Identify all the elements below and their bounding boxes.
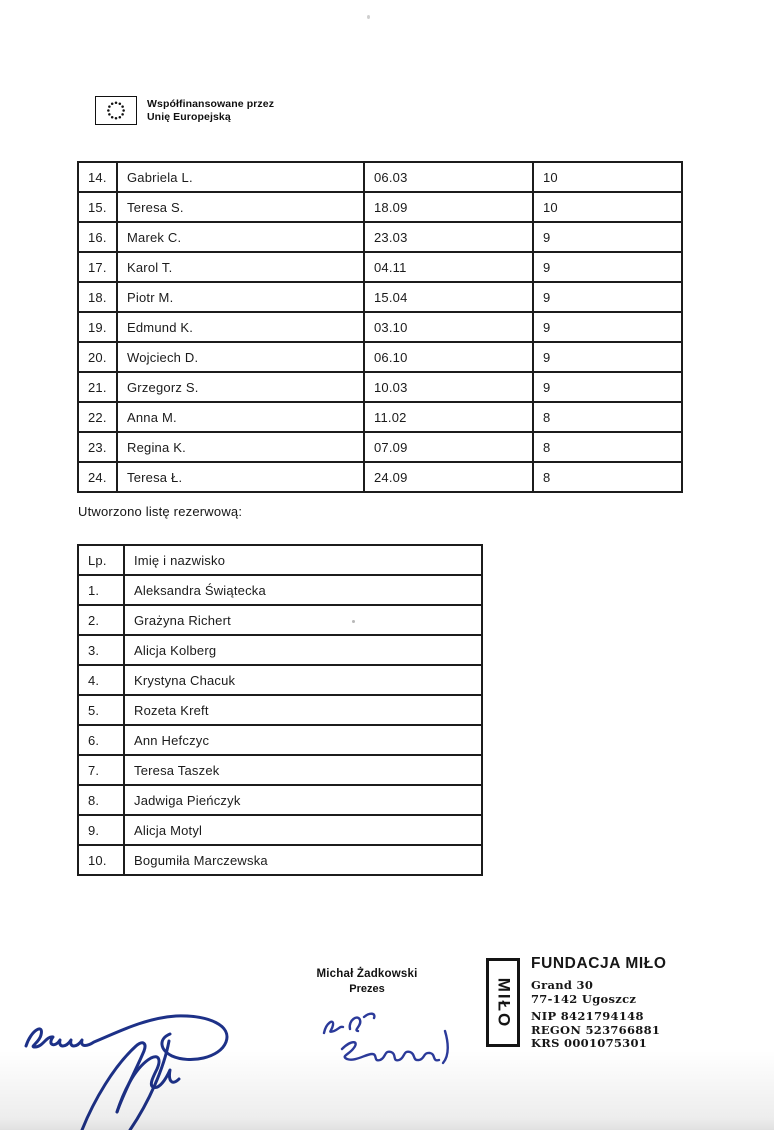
cell-score: 9 xyxy=(533,252,682,282)
stamp-org-name: FUNDACJA MIŁO xyxy=(531,955,667,972)
cell-no: 5. xyxy=(78,695,124,725)
cell-name: Grzegorz S. xyxy=(117,372,364,402)
cell-no: 19. xyxy=(78,312,117,342)
table-row xyxy=(78,725,482,755)
table-row xyxy=(78,252,682,282)
cell-date: 11.02 xyxy=(364,402,533,432)
cell-no: 3. xyxy=(78,635,124,665)
table-row xyxy=(78,312,682,342)
stamp-nip: NIP 8421794148 xyxy=(531,1009,644,1023)
cell-name: Krystyna Chacuk xyxy=(124,665,482,695)
cell-no: 20. xyxy=(78,342,117,372)
cell-date: 06.10 xyxy=(364,342,533,372)
stamp-krs: KRS 0001075301 xyxy=(531,1036,648,1050)
cell-no: 15. xyxy=(78,192,117,222)
cell-no: 8. xyxy=(78,785,124,815)
cell-name: Alicja Motyl xyxy=(124,815,482,845)
eu-funding-line1: Współfinansowane przez xyxy=(147,98,275,110)
table-row xyxy=(78,785,482,815)
cell-no: 9. xyxy=(78,815,124,845)
cell-no: 21. xyxy=(78,372,117,402)
table-row xyxy=(78,605,482,635)
cell-date: 10.03 xyxy=(364,372,533,402)
stamp-vertical-text: MIŁO xyxy=(494,977,513,1028)
cell-score: 9 xyxy=(533,372,682,402)
header-no: Lp. xyxy=(78,545,124,575)
cell-name: Rozeta Kreft xyxy=(124,695,482,725)
table-row xyxy=(78,372,682,402)
cell-score: 9 xyxy=(533,282,682,312)
table-row xyxy=(78,815,482,845)
stamp-registry-ids xyxy=(531,1010,667,1051)
stamp-address xyxy=(531,979,667,1006)
cell-name: Gabriela L. xyxy=(117,162,364,192)
stamp-address-line2: 77-142 Ugoszcz xyxy=(531,991,637,1006)
cell-name: Jadwiga Pieńczyk xyxy=(124,785,482,815)
cell-date: 23.03 xyxy=(364,222,533,252)
header-name: Imię i nazwisko xyxy=(124,545,482,575)
table-row xyxy=(78,755,482,785)
cell-no: 10. xyxy=(78,845,124,875)
cell-no: 6. xyxy=(78,725,124,755)
signatory-title: Prezes xyxy=(349,983,385,995)
cell-date: 07.09 xyxy=(364,432,533,462)
table-row xyxy=(78,462,682,492)
president-signature xyxy=(312,1003,482,1073)
cell-score: 10 xyxy=(533,162,682,192)
table-row xyxy=(78,665,482,695)
cell-no: 1. xyxy=(78,575,124,605)
cell-score: 9 xyxy=(533,222,682,252)
cell-score: 8 xyxy=(533,462,682,492)
table-row xyxy=(78,402,682,432)
cell-no: 23. xyxy=(78,432,117,462)
cell-name: Edmund K. xyxy=(117,312,364,342)
cell-no: 16. xyxy=(78,222,117,252)
table-row xyxy=(78,695,482,725)
cell-name: Regina K. xyxy=(117,432,364,462)
cell-no: 24. xyxy=(78,462,117,492)
table-row xyxy=(78,222,682,252)
signatory-block xyxy=(288,968,446,995)
table-header-row xyxy=(78,545,482,575)
cell-no: 18. xyxy=(78,282,117,312)
reserve-table xyxy=(77,544,483,876)
cell-name: Piotr M. xyxy=(117,282,364,312)
cell-date: 03.10 xyxy=(364,312,533,342)
stamp-regon: REGON 523766881 xyxy=(531,1022,661,1037)
table-row xyxy=(78,282,682,312)
cell-no: 4. xyxy=(78,665,124,695)
cell-no: 2. xyxy=(78,605,124,635)
stamp-address-line1: Grand 30 xyxy=(531,978,594,992)
cell-name: Karol T. xyxy=(117,252,364,282)
ranking-table xyxy=(77,161,683,493)
table-row xyxy=(78,575,482,605)
cell-name: Alicja Kolberg xyxy=(124,635,482,665)
cell-date: 24.09 xyxy=(364,462,533,492)
scan-speck xyxy=(367,15,370,19)
cell-score: 8 xyxy=(533,432,682,462)
table-row xyxy=(78,635,482,665)
eu-funding-banner xyxy=(95,96,274,125)
cell-date: 15.04 xyxy=(364,282,533,312)
cell-name: Bogumiła Marczewska xyxy=(124,845,482,875)
table-row xyxy=(78,192,682,222)
cell-name: Teresa S. xyxy=(117,192,364,222)
cell-date: 18.09 xyxy=(364,192,533,222)
stamp-logo-box xyxy=(486,958,520,1047)
cell-name: Teresa Ł. xyxy=(117,462,364,492)
table-row xyxy=(78,162,682,192)
cell-name: Teresa Taszek xyxy=(124,755,482,785)
cell-no: 14. xyxy=(78,162,117,192)
cell-date: 06.03 xyxy=(364,162,533,192)
cell-score: 10 xyxy=(533,192,682,222)
stamp-text-block xyxy=(531,955,667,1051)
cell-no: 17. xyxy=(78,252,117,282)
handwritten-signature xyxy=(18,1006,260,1130)
cell-date: 04.11 xyxy=(364,252,533,282)
signatory-name: Michał Żadkowski xyxy=(316,968,418,980)
table-row xyxy=(78,432,682,462)
cell-score: 8 xyxy=(533,402,682,432)
eu-flag-icon xyxy=(95,96,137,125)
cell-score: 9 xyxy=(533,312,682,342)
cell-no: 7. xyxy=(78,755,124,785)
cell-no: 22. xyxy=(78,402,117,432)
table-row xyxy=(78,845,482,875)
cell-name: Marek C. xyxy=(117,222,364,252)
table-row xyxy=(78,342,682,372)
cell-name: Grażyna Richert xyxy=(124,605,482,635)
cell-name: Anna M. xyxy=(117,402,364,432)
cell-score: 9 xyxy=(533,342,682,372)
cell-name: Ann Hefczyc xyxy=(124,725,482,755)
reserve-list-intro: Utworzono listę rezerwową: xyxy=(78,504,243,519)
cell-name: Wojciech D. xyxy=(117,342,364,372)
eu-funding-line2: Unię Europejską xyxy=(147,110,231,123)
eu-funding-text xyxy=(147,96,274,123)
cell-name: Aleksandra Świątecka xyxy=(124,575,482,605)
